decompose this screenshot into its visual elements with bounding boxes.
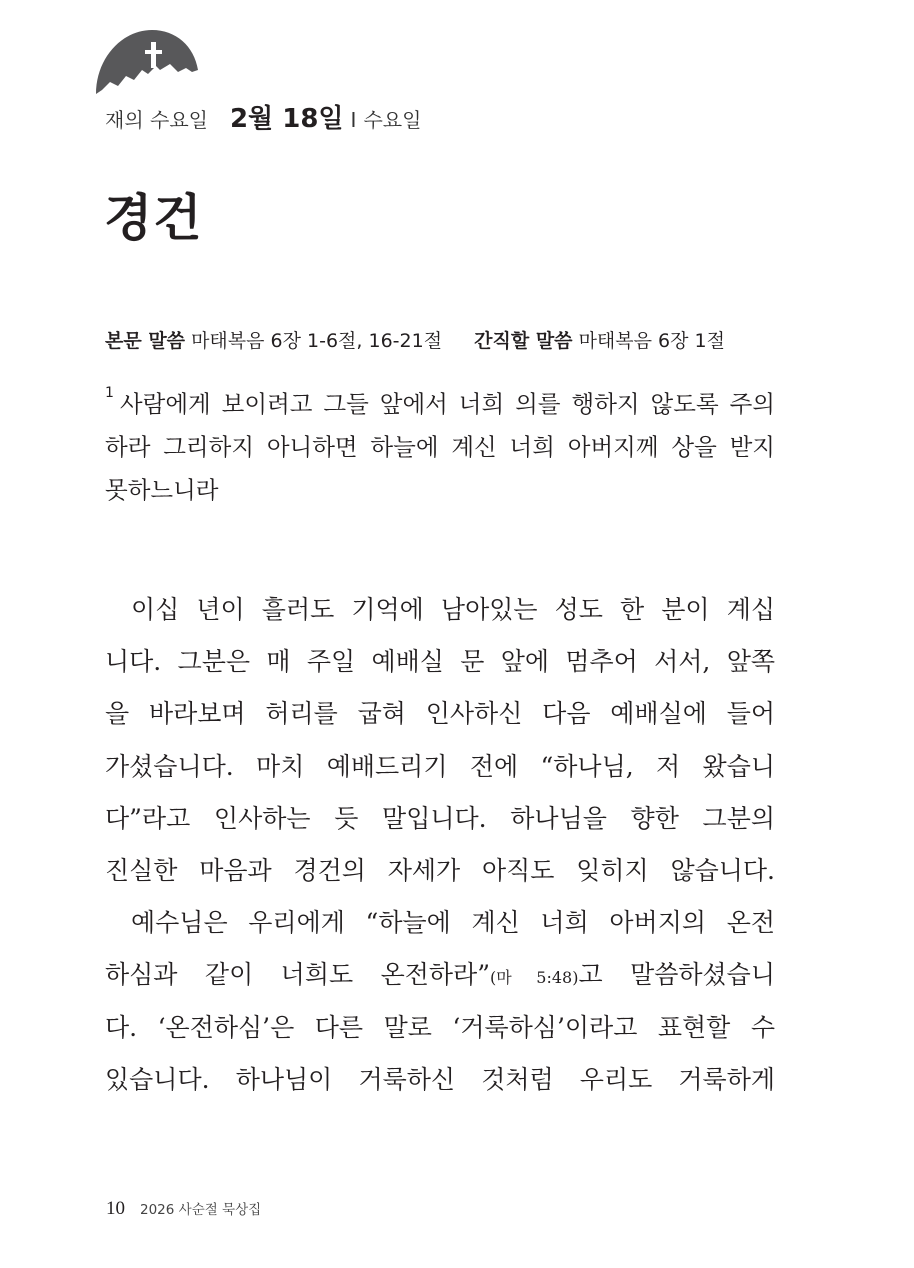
page-title: 경건: [104, 189, 203, 247]
memory-verse-label: 간직할 말씀: [474, 330, 573, 352]
verse-line: 하라 그리하지 아니하면 하늘에 계신 너희 아버지께 상을 받지: [105, 433, 775, 461]
date: 2월 18일: [229, 104, 344, 134]
body-line: 다”라고 인사하는 듯 말입니다. 하나님을 향한 그분의: [105, 803, 775, 833]
liturgical-day: 재의 수요일: [105, 108, 208, 132]
verse-line: $^1$ 사람에게 보이려고 그들 앞에서 너희 의를 행하지 않도록 주의: [105, 385, 775, 418]
body-line: 다. ‘온전하심’은 다른 말로 ‘거룩하심’이라고 표현할 수: [105, 1012, 775, 1042]
verse-line: 못하느니라: [105, 476, 219, 504]
meditation-body: [105, 584, 775, 1106]
body-line: 가셨습니다. 마치 예배드리기 전에 “하나님, 저 왔습니: [105, 751, 775, 781]
separator: I: [350, 108, 357, 132]
page-number: 10: [106, 1198, 125, 1219]
cross-mountain-logo-icon: [94, 28, 200, 94]
scripture-reference: [105, 326, 725, 353]
date-header: [105, 98, 421, 135]
body-line: 예수님은 우리에게 “하늘에 계신 너희 아버지의 온전: [131, 908, 775, 938]
body-line: 있습니다. 하나님이 거룩하신 것처럼 우리도 거룩하게: [105, 1064, 775, 1094]
page-footer: [106, 1198, 261, 1220]
body-line: 이십 년이 흘러도 기억에 남아있는 성도 한 분이 계십: [131, 595, 775, 624]
book-title: 2026 사순절 묵상집: [140, 1202, 262, 1218]
body-line: 진실한 마음과 경건의 자세가 아직도 잊히지 않습니다.: [105, 855, 775, 885]
body-line: 니다. 그분은 매 주일 예배실 문 앞에 멈추어 서서, 앞쪽: [105, 647, 775, 677]
main-text-label: 본문 말씀: [105, 330, 186, 352]
verse-number: 1: [105, 385, 114, 401]
main-text-reference: 마태복음 6장 1-6절, 16-21절: [191, 330, 443, 352]
body-line: 을 바라보며 허리를 굽혀 인사하신 다음 예배실에 들어: [105, 699, 775, 729]
memory-verse: [105, 383, 775, 512]
weekday: 수요일: [363, 108, 422, 132]
body-line: 하심과 같이 너희도 온전하라”(마 5:48)고 말씀하셨습니: [105, 960, 775, 990]
scripture-citation: (마 5:48): [489, 968, 579, 988]
memory-verse-reference: 마태복음 6장 1절: [578, 330, 725, 352]
